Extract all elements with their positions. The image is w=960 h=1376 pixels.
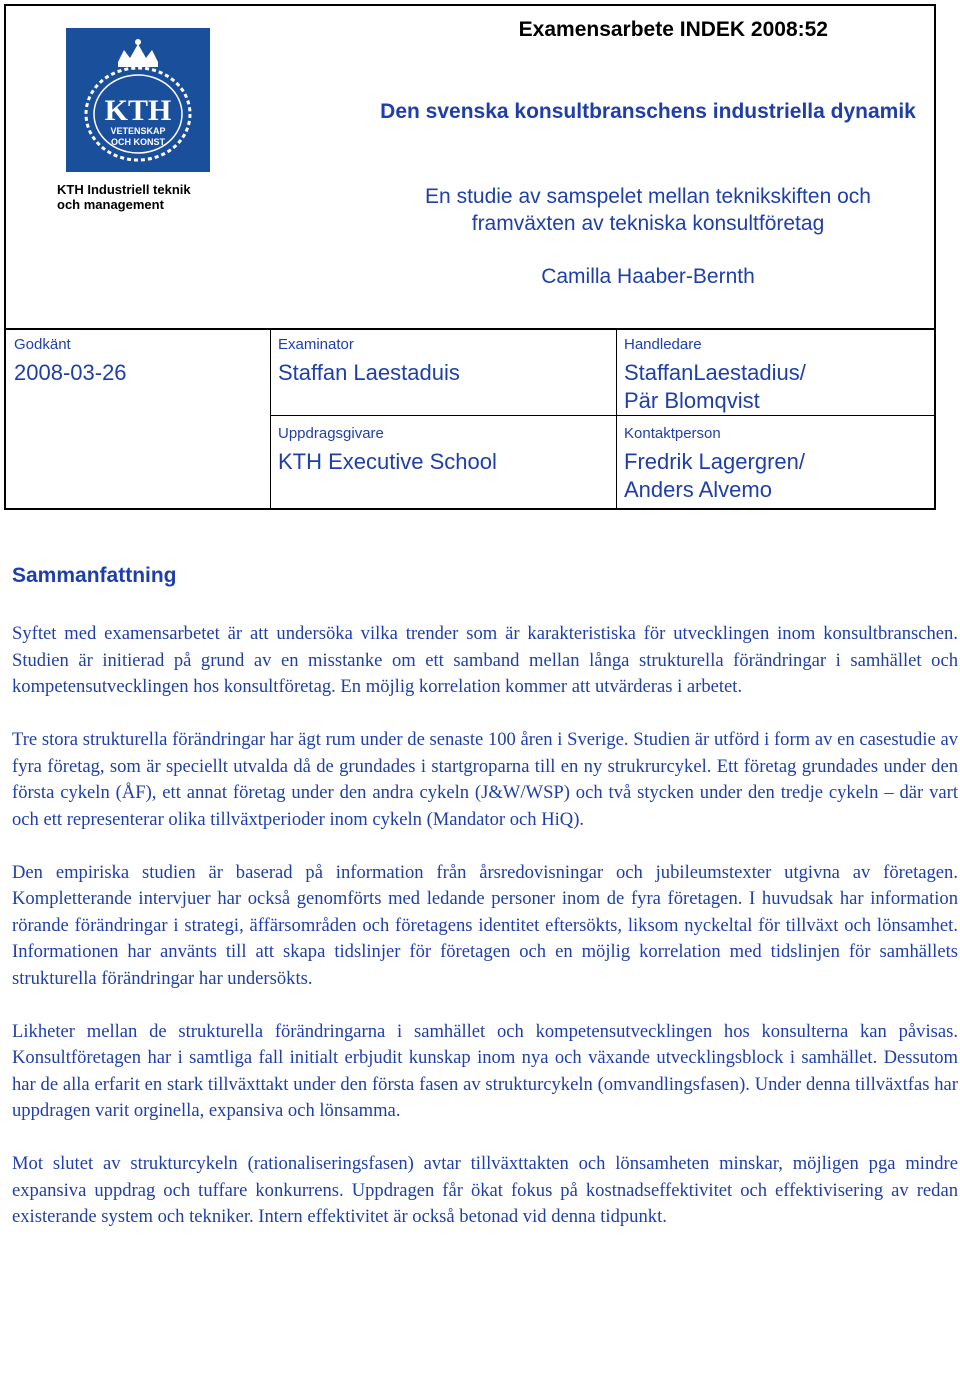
commissioner-value: KTH Executive School	[278, 449, 497, 474]
contact-value-line2: Anders Alvemo	[624, 477, 772, 502]
supervisor-value	[624, 359, 930, 415]
document-id: Examensarbete INDEK 2008:52	[518, 18, 828, 41]
meta-divider	[270, 415, 934, 416]
thesis-title: Den svenska konsultbranschens industriella dynamik	[380, 100, 916, 123]
svg-text:KTH: KTH	[104, 94, 172, 127]
contact-label: Kontaktperson	[624, 425, 721, 442]
summary-heading: Sammanfattning	[12, 564, 177, 587]
summary-paragraph: Tre stora strukturella förändringar har ägt rum under de senaste 100 åren i Sverige. Studien är utförd i form av en casestudie av fyra företag, som är speciellt utvalda då de grundades i startgroparna till en ny strukrurcykel. Ett företag grundades under den första cykeln (ÅF), ett annat företag under den andra cykeln (J&W/WSP) och två stycken under den tredje cykeln – där vart och ett representerar olika tillväxtperioder inom cykeln (Mandator och HiQ).	[12, 729, 958, 830]
thesis-subtitle: En studie av samspelet mellan teknikskiften och framväxten av tekniska konsultföretag	[425, 185, 871, 235]
summary-body	[12, 621, 958, 1257]
supervisor-cell	[624, 336, 930, 415]
commissioner-label: Uppdragsgivare	[278, 425, 384, 442]
examiner-cell	[278, 336, 612, 387]
contact-value-line1: Fredrik Lagergren/	[624, 449, 805, 474]
logo-caption	[57, 182, 227, 212]
summary-paragraph: Syftet med examensarbetet är att undersöka vilka trender som är karakteristiska för utvecklingen inom konsultbranschen. Studien är initierad på grund av en misstanke om ett samband mellan långa strukturella förändringar i samhället och kompetensutvecklingen hos konsultföretag. En möjlig korrelation kommer att utvärderas i arbetet.	[12, 623, 958, 697]
examiner-label: Examinator	[278, 336, 354, 353]
metadata-table	[4, 330, 936, 510]
approved-label: Godkänt	[14, 336, 71, 353]
meta-column-supervisor	[616, 330, 934, 508]
svg-text:OCH KONST: OCH KONST	[111, 137, 165, 147]
supervisor-label: Handledare	[624, 336, 702, 353]
contact-value	[624, 448, 930, 504]
logo-caption-line2: och management	[57, 197, 164, 212]
author-name: Camilla Haaber-Bernth	[541, 265, 755, 288]
summary-paragraph: Mot slutet av strukturcykeln (rationaliseringsfasen) avtar tillväxttakten och lönsamheten minskar, möjligen pga mindre expansiva uppdrag och tuffare konkurrens. Uppdragen får ökat fokus på kostnadseffektivitet och effektivisering av redan existerande system och tekniker. Intern effektivitet är också betonad vid denna tidpunkt.	[12, 1153, 958, 1227]
meta-column-examiner	[270, 330, 617, 508]
approved-cell	[14, 336, 266, 387]
summary-paragraph: Likheter mellan de strukturella förändringarna i samhället och kompetensutvecklingen hos konsulterna kan påvisas. Konsultföretagen har i samtliga fall initialt erbjudit kunskap inom nya och växande utvecklingsblock i samhället. Dessutom har de alla erfarit en stark tillväxttakt under den första fasen av strukturcykeln (omvandlingsfasen). Under denna tillväxtfas har uppdragen varit orginella, expansiva och lönsamma.	[12, 1020, 958, 1121]
contact-cell	[624, 425, 930, 504]
approved-value: 2008-03-26	[14, 360, 127, 385]
logo-caption-line1: KTH Industriell teknik	[57, 182, 191, 197]
examiner-value: Staffan Laestaduis	[278, 360, 460, 385]
commissioner-cell	[278, 425, 612, 476]
svg-text:VETENSKAP: VETENSKAP	[110, 126, 166, 136]
kth-crest-icon	[66, 28, 210, 172]
supervisor-value-line1: StaffanLaestadius/	[624, 360, 806, 385]
meta-column-approved	[6, 330, 271, 508]
supervisor-value-line2: Pär Blomqvist	[624, 388, 760, 413]
kth-logo	[66, 28, 210, 172]
summary-paragraph: Den empiriska studien är baserad på information från årsredovisningar och jubileumstexter utgivna av företagen. Kompletterande intervjuer har också genomförts med ledande personer inom de fyra företagen. I huvudsak har information rörande förändringar i strategi, äffärsområden och företagens identitet eftersökts, liksom nyckeltal för tillväxt och lönsamhet. Informationen har använts till att skapa tidslinjer för företagen och en möjlig korrelation med tidslinjen för samhällets strukturella förändringar har undersökts.	[12, 861, 958, 989]
